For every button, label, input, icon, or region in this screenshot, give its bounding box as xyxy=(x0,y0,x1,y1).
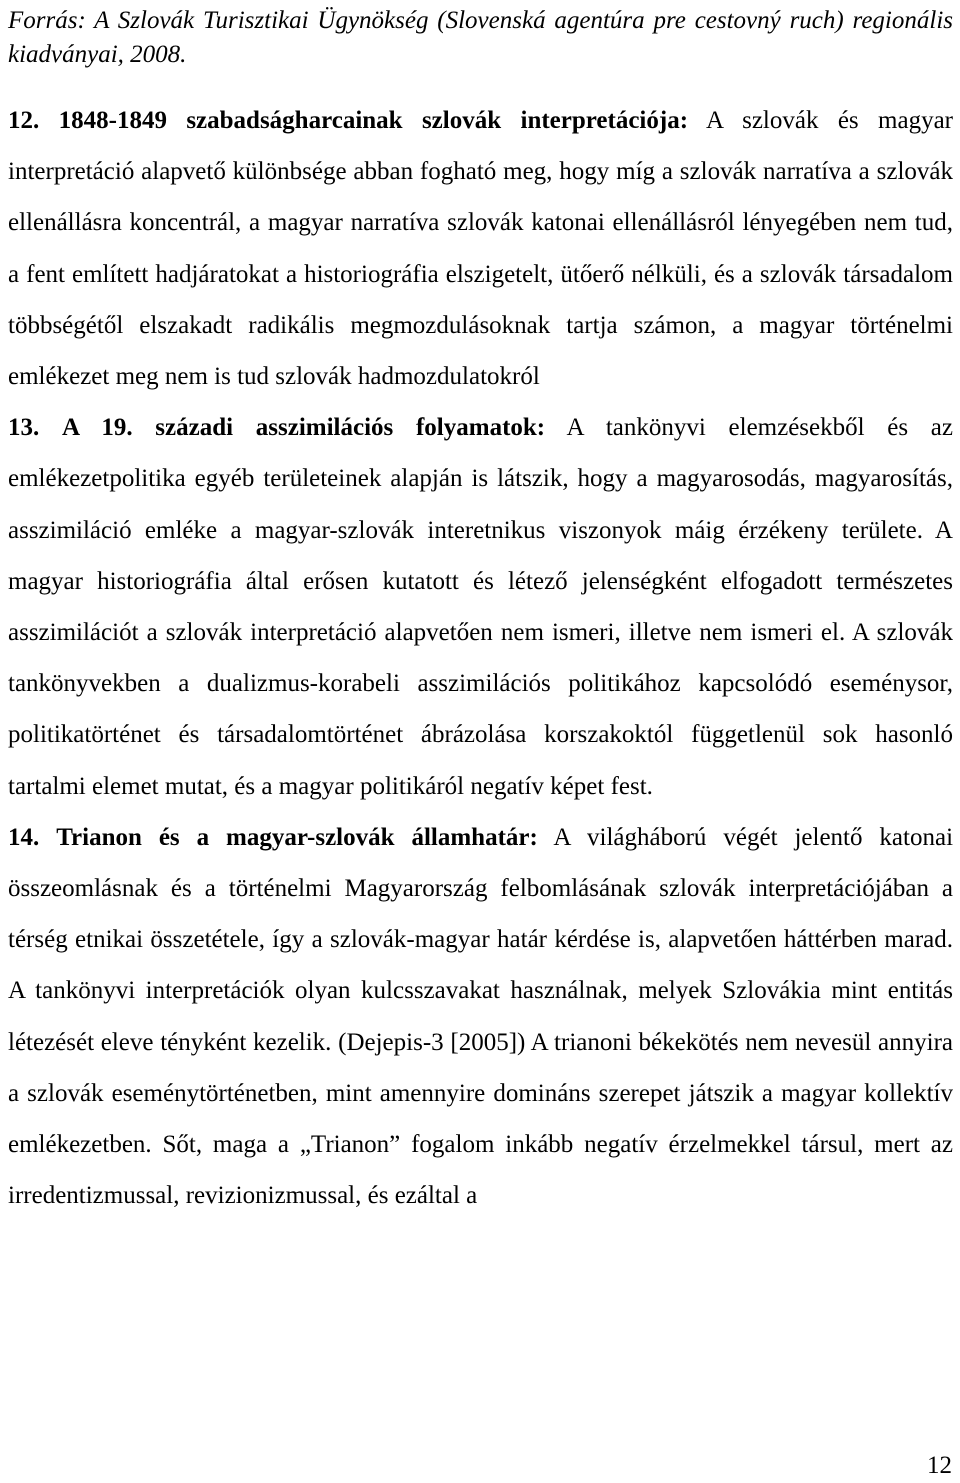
item-number: 13. xyxy=(8,414,40,442)
item-body: A tankönyvi elemzésekből és az emlékezetpolitika egyéb területeinek alapján is látszik, hogy a magyarosodás, magyarosítás, asszimiláció emléke a magyar-szlovák interetnikus viszonyok máig érzékeny területe. A magyar historiográfia által erősen kutatott és létező jelenségként elfogadott természetes asszimilációt a szlovák interpretáció alapvetően nem ismeri, illetve nem ismeri el. A szlovák tankönyvekben a dualizmus-korabeli asszimilációs politikához kapcsolódó eseménysor, politikatörténet és társadalomtörténet ábrázolása korszakoktól függetlenül sok hasonló tartalmi elemet mutat, és a magyar politikáról negatív képet fest. xyxy=(8,414,953,800)
item-heading: A 19. századi asszimilációs folyamatok: xyxy=(61,414,546,442)
item-heading: 1848-1849 szabadságharcainak szlovák interpretációja: xyxy=(58,107,689,134)
item-14 xyxy=(8,812,953,1222)
item-number: 14. xyxy=(8,823,40,851)
item-12 xyxy=(8,95,953,402)
page-number: 12 xyxy=(927,1452,952,1479)
item-body: A szlovák és magyar interpretáció alapvető különbsége abban fogható meg, hogy míg a szlovák narratíva a szlovák ellenállásra koncentrál, a magyar narratíva szlovák katonai ellenállásról lényegében nem tud, a fent említett hadjáratokat a historiográfia elszigetelt, ütőerő nélküli, és a szlovák társadalom többségétől elszakadt radikális megmozdulásoknak tartja számon, a magyar történelmi emlékezet meg nem is tud szlovák hadmozdulatokról xyxy=(8,107,953,391)
document-page xyxy=(8,0,953,1221)
item-body: A világháború végét jelentő katonai összeomlásnak és a történelmi Magyarország felbomlásának szlovák interpretációjában a térség etnikai összetétele, így a szlovák-magyar határ kérdése is, alapvetően háttérben marad. A tankönyvi interpretációk olyan kulcsszavakat használnak, melyek Szlovákia mint entitás létezését eleve tényként kezelik. (Dejepis-3 [2005]) A trianoni békekötés nem nevesül annyira a szlovák eseménytörténetben, mint amennyire domináns szerepet játszik a magyar kollektív emlékezetben. Sőt, maga a „Trianon” fogalom inkább negatív érzelmekkel társul, mert az irredentizmussal, revizionizmussal, és ezáltal a xyxy=(8,823,954,1210)
source-note: Forrás: A Szlovák Turisztikai Ügynökség (Slovenská agentúra pre cestovný ruch) regionális kiadványai, 2008. xyxy=(8,7,953,68)
item-number: 12. xyxy=(8,107,40,134)
item-heading: Trianon és a magyar-szlovák államhatár: xyxy=(56,823,538,851)
item-13 xyxy=(8,402,953,812)
